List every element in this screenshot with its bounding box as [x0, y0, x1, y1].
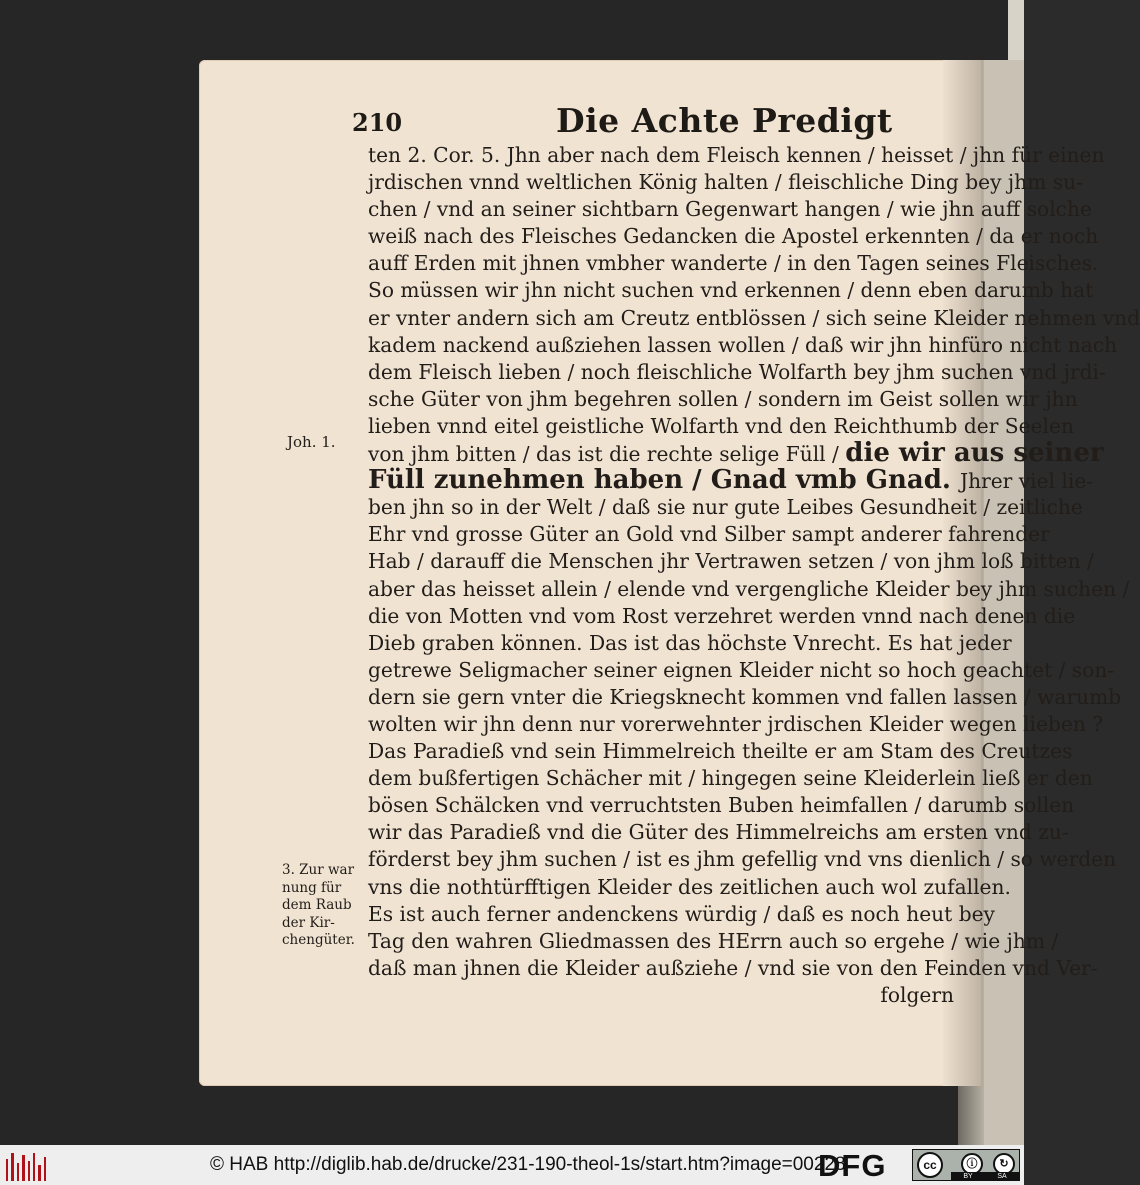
license-badge[interactable] [912, 1149, 1020, 1181]
text-line [368, 386, 1078, 413]
text-line [368, 955, 1098, 982]
footer-credit-link[interactable]: © HAB http://diglib.hab.de/drucke/231-190-theol-1s/start.htm?image=00228 [210, 1154, 846, 1175]
text-line [368, 846, 1117, 873]
text-line [368, 548, 1094, 575]
text-line-segment: getrewe Seligmacher seiner eignen Kleider nicht so hoch geachtet / son- [368, 657, 1115, 682]
text-line-segment: jrdischen vnnd weltlichen König halten / fleischliche Ding bey jhm su- [368, 170, 1083, 195]
text-line-segment: bösen Schälcken vnd verruchtsten Buben heimfallen / darumb sollen [368, 793, 1075, 818]
text-line-segment: Hab / darauff die Menschen jhr Vertrawen setzen / von jhm loß bitten / [368, 549, 1094, 574]
emphasized-text: Füll zunehmen haben / Gnad vmb Gnad. [368, 465, 960, 496]
text-line [368, 738, 1073, 765]
hab-logo-icon [6, 1151, 46, 1181]
margin-note-warning [282, 862, 364, 950]
text-line [368, 413, 1074, 440]
margin-note-line: chengüter. [282, 932, 355, 949]
text-line [368, 982, 954, 1009]
text-line-segment: von jhm bitten / das ist die rechte selige Füll / [368, 442, 846, 467]
text-line [368, 901, 995, 928]
margin-note-line: 3. Zur war [282, 862, 355, 878]
text-line-segment: dem Fleisch lieben / noch fleischliche Wolfarth bey jhm suchen vnd jrdi- [368, 359, 1106, 384]
text-line [368, 169, 1083, 196]
text-line-segment: Tag den wahren Gliedmassen des HErrn auch so ergehe / wie jhm / [368, 928, 1059, 953]
text-line [368, 438, 1104, 469]
text-line-segment: chen / vnd an seiner sichtbarn Gegenwart hangen / wie jhn auff solche [368, 197, 1092, 222]
text-line [368, 277, 1094, 304]
license-strip [951, 1172, 1019, 1181]
text-line-segment: sche Güter von jhm begehren sollen / sondern im Geist sollen wir jhn [368, 386, 1078, 411]
text-line [368, 196, 1092, 223]
margin-note-line: dem Raub [282, 897, 352, 914]
running-head: Die Achte Predigt [556, 101, 893, 140]
dfg-logo: DFG [818, 1148, 887, 1183]
text-line [368, 792, 1075, 819]
text-line-segment: lieben vnnd eitel geistliche Wolfarth vnd den Reichthumb der Seelen [368, 413, 1074, 438]
text-line [368, 765, 1093, 792]
text-line-segment: Jhrer viel lie- [959, 469, 1094, 494]
text-line-segment: er vnter andern sich am Creutz entblössen / sich seine Kleider nehmen vnd [368, 305, 1140, 330]
text-line-segment: Das Paradieß vnd sein Himmelreich theilte er am Stam des Creutzes [368, 739, 1073, 764]
text-line-segment: Ehr vnd grosse Güter an Gold vnd Silber sampt anderer fahrender [368, 522, 1050, 547]
text-line [368, 657, 1115, 684]
text-line [368, 819, 1069, 846]
text-line [368, 603, 1076, 630]
by-label: BY [963, 1173, 973, 1180]
text-line-segment: förderst bey jhm suchen / ist es jhm gefellig vnd vns dienlich / so werden [368, 847, 1117, 872]
text-line-segment: wolten wir jhn denn nur vorerwehnter jrdischen Kleider wegen lieben ? [368, 711, 1104, 736]
text-line [368, 465, 1094, 496]
text-line [368, 223, 1099, 250]
text-line-segment: folgern [880, 982, 954, 1007]
sa-label: SA [997, 1173, 1007, 1180]
text-line-segment: Es ist auch ferner andenckens würdig / daß es noch heut bey [368, 901, 995, 926]
text-line-segment: vns die nothtürfftigen Kleider des zeitlichen auch wol zufallen. [368, 874, 1011, 899]
page-number: 210 [352, 108, 403, 137]
text-line [368, 142, 1105, 169]
text-line-segment: weiß nach des Fleisches Gedancken die Apostel erkennten / da er noch [368, 224, 1099, 249]
text-line-segment: wir das Paradieß vnd die Güter des Himmelreichs am ersten vnd zu- [368, 820, 1069, 845]
margin-note-line: nung für [282, 879, 342, 896]
text-line [368, 630, 1012, 657]
text-line-segment: auff Erden mit jhnen vmbher wanderte / in den Tagen seines Fleisches. [368, 251, 1099, 276]
text-line [368, 250, 1099, 277]
body-text [368, 142, 1140, 1009]
text-line-segment: dem bußfertigen Schächer mit / hingegen seine Kleiderlein ließ er den [368, 766, 1093, 791]
by-icon: ⓘ [961, 1153, 983, 1175]
cc-icon: cc [917, 1152, 943, 1178]
text-line [368, 928, 1059, 955]
text-line-segment: So müssen wir jhn nicht suchen vnd erkennen / denn eben darumb hat [368, 278, 1094, 303]
sa-icon: ↻ [993, 1153, 1015, 1175]
text-line-segment: dern sie gern vnter die Kriegsknecht kommen vnd fallen lassen / warumb [368, 684, 1122, 709]
text-line-segment: ten 2. Cor. 5. Jhn aber nach dem Fleisch kennen / heisset / jhn für einen [368, 143, 1105, 167]
text-line [368, 684, 1122, 711]
text-line [368, 494, 1083, 521]
text-line [368, 711, 1104, 738]
text-line-segment: daß man jhnen die Kleider außziehe / vnd sie von den Feinden vnd Ver- [368, 955, 1098, 980]
emphasized-text: die wir aus seiner [845, 438, 1104, 469]
margin-note-line: der Kir- [282, 914, 335, 931]
text-line [368, 521, 1050, 548]
text-line [368, 359, 1106, 386]
text-line-segment: Dieb graben können. Das ist das höchste Vnrecht. Es hat jeder [368, 630, 1012, 655]
text-line-segment: kadem nackend außziehen lassen wollen / daß wir jhn hinfüro nicht nach [368, 332, 1118, 357]
text-line [368, 332, 1118, 359]
text-line [368, 874, 1011, 901]
footer-bar [0, 1145, 1024, 1185]
text-line-segment: aber das heisset allein / elende vnd vergengliche Kleider bey jhm suchen / [368, 576, 1130, 601]
text-line [368, 576, 1130, 603]
margin-note-joh: Joh. 1. [287, 433, 336, 451]
text-line [368, 305, 1140, 332]
text-line-segment: ben jhn so in der Welt / daß sie nur gute Leibes Gesundheit / zeitliche [368, 495, 1083, 520]
text-line-segment: die von Motten vnd vom Rost verzehret werden vnnd nach denen die [368, 603, 1076, 628]
